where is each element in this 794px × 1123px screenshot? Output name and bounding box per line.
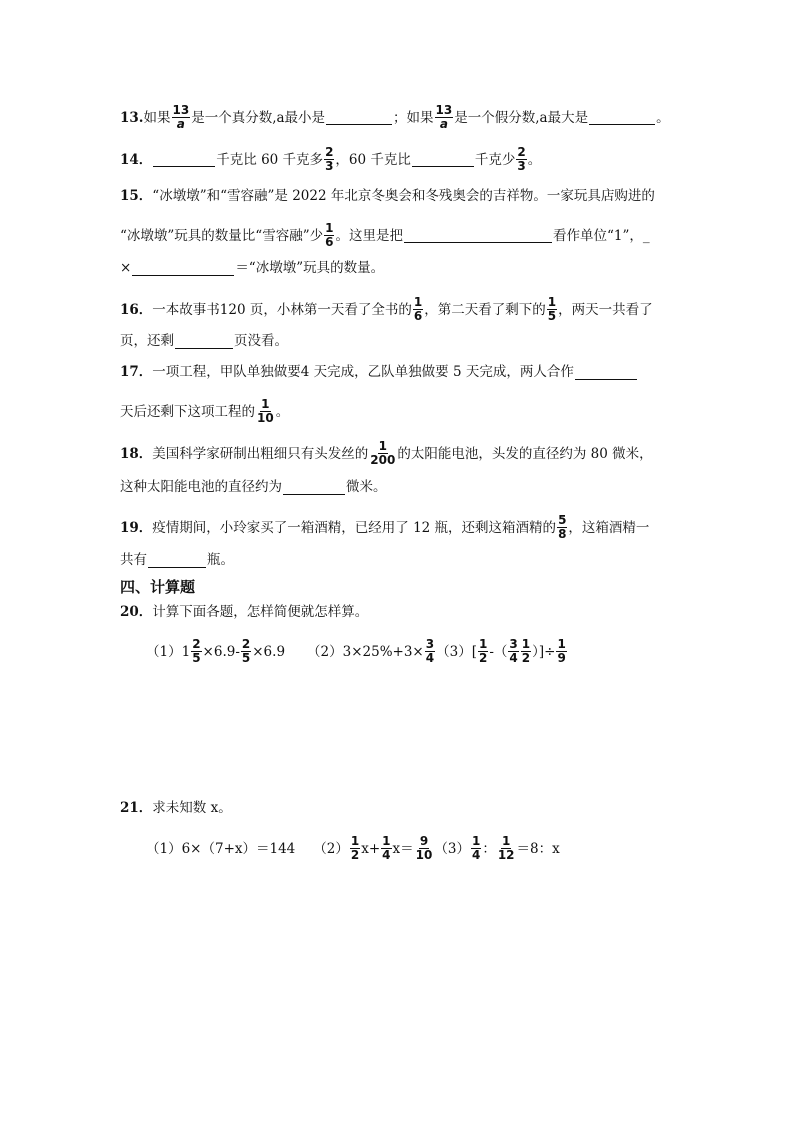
answer-blank[interactable] (132, 261, 234, 276)
answer-blank[interactable] (404, 228, 552, 243)
text: “冰墩墩”和“雪容融”是 2022 年北京冬奥会和冬残奥会的吉祥物。一家玩具店购进的 (152, 188, 655, 204)
text: ×6.9- (202, 643, 240, 660)
text: ： (482, 840, 496, 857)
question-21 (120, 798, 232, 818)
fraction: $\frac{1}{5}$ (547, 295, 557, 323)
question-number: 15． (120, 188, 153, 204)
question-19-line-2 (120, 550, 234, 570)
text: 是一个真分数,a最小是 (191, 109, 326, 126)
text: 看作单位“1”，_ (552, 227, 650, 244)
text: 。 (656, 109, 670, 126)
fraction: $\frac{1}{200}$ (370, 439, 396, 467)
text: ＝8：x (516, 840, 560, 857)
text: 美国科学家研制出粗细只有头发丝的 (152, 445, 369, 462)
fraction: $\frac{5}{8}$ (558, 513, 567, 541)
answer-blank[interactable] (283, 480, 345, 495)
text: 天后还剩下这项工程的 (120, 403, 255, 420)
text: 千克比 60 千克多 (216, 151, 324, 168)
text: 页没看。 (234, 333, 288, 349)
text: ×6.9 (252, 643, 286, 660)
text: -（ (489, 643, 508, 660)
fraction: $\frac{1}{4}$ (471, 834, 481, 862)
text: 微米。 (346, 479, 387, 495)
answer-blank[interactable] (412, 152, 474, 167)
text: （3）[ (436, 643, 477, 660)
text: 一项工程，甲队单独做要4 天完成，乙队单独做要 5 天完成，两人合作 (152, 364, 574, 380)
question-number: 21． (120, 800, 153, 816)
fraction: $\frac{1}{2}$ (521, 637, 531, 665)
text: 求未知数 x。 (152, 800, 232, 816)
text: 1 (181, 643, 191, 660)
answer-blank[interactable] (589, 110, 655, 125)
text: 页，还剩 (120, 333, 174, 349)
question-18-line-2 (120, 477, 387, 497)
question-13 (120, 104, 670, 131)
question-16-line-1 (120, 296, 653, 323)
text: 的太阳能电池，头发的直径约为 80 微米， (397, 445, 653, 462)
text: ，两天一共看了 (558, 301, 653, 318)
fraction: $\frac{1}{2}$ (350, 834, 360, 862)
text: （2） (313, 840, 349, 857)
answer-blank[interactable] (175, 334, 233, 349)
question-18-line-1 (120, 440, 653, 467)
text: （3） (434, 840, 470, 857)
text: 瓶。 (207, 552, 234, 568)
question-number: 17． (120, 364, 153, 380)
text: 一本故事书120 页，小林第一天看了全书的 (152, 301, 412, 318)
text: × (120, 260, 132, 276)
answer-blank[interactable] (575, 365, 637, 380)
fraction: $\frac{1}{4}$ (382, 834, 391, 862)
question-number: 14． (120, 151, 153, 168)
text: 是一个假分数,a最大是 (454, 109, 589, 126)
fraction: $\frac{2}{3}$ (517, 145, 526, 173)
text: ，60 千克比 (335, 151, 411, 168)
question-15-line-3 (120, 258, 384, 278)
question-17-line-1 (120, 362, 638, 382)
text: 疫情期间，小玲家买了一箱酒精，已经用了 12 瓶，还剩这箱酒精的 (152, 519, 557, 536)
text: ＝“冰墩墩”玩具的数量。 (235, 260, 385, 276)
fraction: $\frac{2}{5}$ (241, 637, 251, 665)
question-21-problems (146, 835, 560, 862)
question-20-problems (146, 638, 568, 665)
question-number: 13. (120, 109, 144, 126)
text: x＝ (392, 840, 414, 857)
fraction: $\frac{1}{9}$ (557, 637, 566, 665)
fraction: $\frac{2}{3}$ (325, 145, 334, 173)
answer-blank[interactable] (148, 553, 206, 568)
text: x+ (361, 840, 381, 857)
text: ，第二天看了剩下的 (424, 301, 546, 318)
question-15-line-2 (120, 222, 650, 249)
question-number: 16． (120, 301, 153, 318)
answer-blank[interactable] (153, 152, 215, 167)
text: ，这箱酒精一 (568, 519, 650, 536)
question-20 (120, 602, 368, 622)
text: 。这里是把 (335, 227, 403, 244)
question-15-line-1 (120, 186, 655, 206)
fraction: $\frac{3}{4}$ (425, 637, 435, 665)
section-heading: 四、计算题 (120, 578, 196, 596)
text: ）]÷ (532, 643, 556, 660)
question-16-line-2 (120, 331, 288, 351)
text: （2）3×25%+3× (307, 643, 424, 660)
question-14 (120, 146, 541, 173)
fraction: $\frac{1}{6}$ (413, 295, 423, 323)
text: 千克少 (474, 151, 516, 168)
fraction: $\frac{1}{10}$ (257, 397, 274, 425)
question-number: 20． (120, 604, 153, 620)
text: “冰墩墩”玩具的数量比“雪容融”少 (120, 227, 324, 244)
text: （1） (146, 643, 182, 660)
fraction: $\frac{1}{2}$ (478, 637, 488, 665)
text: 。 (275, 403, 290, 420)
question-number: 18． (120, 445, 153, 462)
question-number: 19． (120, 519, 153, 536)
text: 共有 (120, 552, 147, 568)
answer-blank[interactable] (326, 110, 392, 125)
fraction: $\frac{1}{12}$ (497, 834, 515, 862)
text: 。 (527, 151, 542, 168)
fraction: $\frac{9}{10}$ (415, 834, 433, 862)
fraction: $\frac{13}{a}$ (435, 103, 453, 131)
question-17-line-2 (120, 398, 289, 425)
fraction: $\frac{1}{6}$ (325, 221, 334, 249)
fraction: $\frac{13}{a}$ (172, 103, 190, 131)
question-19-line-1 (120, 514, 649, 541)
fraction: $\frac{3}{4}$ (509, 637, 518, 665)
fraction: $\frac{2}{5}$ (192, 637, 201, 665)
text: 如果 (143, 109, 171, 126)
text: 这种太阳能电池的直径约为 (120, 479, 282, 495)
text: ；如果 (393, 109, 434, 126)
text: （1）6×（7+x）＝144 (146, 840, 296, 857)
text: 计算下面各题，怎样简便就怎样算。 (152, 604, 369, 620)
